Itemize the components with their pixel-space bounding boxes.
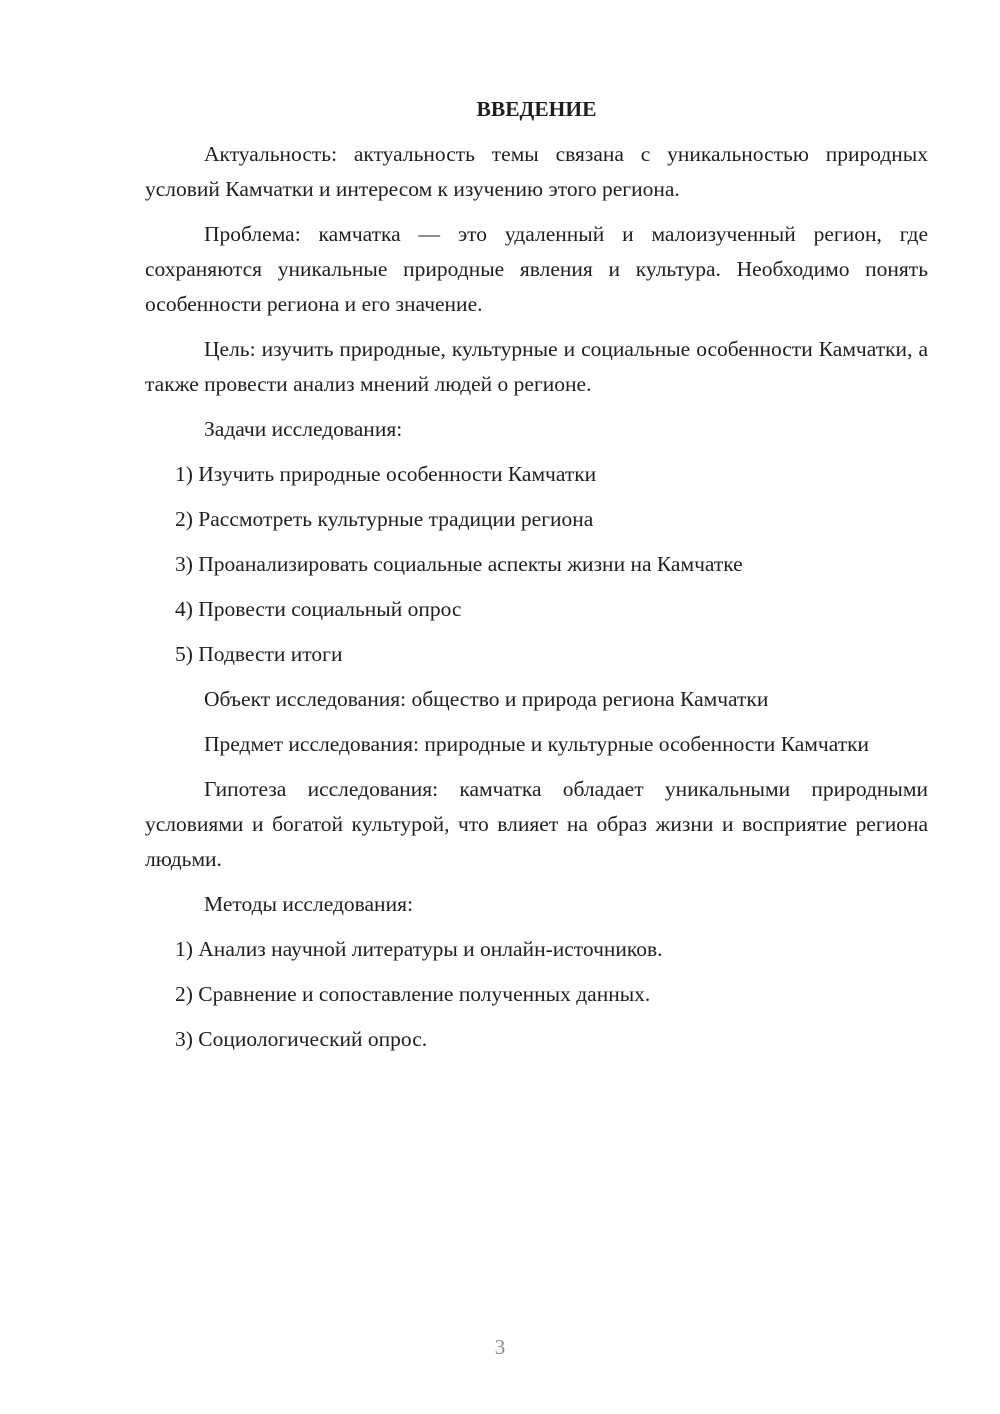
task-item: 2) Рассмотреть культурные традиции региона <box>175 507 594 531</box>
task-item: 5) Подвести итоги <box>175 642 343 666</box>
tasks-heading: Задачи исследования: <box>204 417 403 441</box>
task-item: 3) Проанализировать социальные аспекты жизни на Камчатке <box>175 552 743 576</box>
section-title: ВВЕДЕНИЕ <box>476 97 597 121</box>
method-item: 2) Сравнение и сопоставление полученных данных. <box>175 982 651 1006</box>
problem-paragraph: Проблема: камчатка — это удаленный и малоизученный регион, где сохраняются уникальные природные явления и культура. Необходимо понять особенности региона и его значение. <box>145 222 928 316</box>
document-page <box>145 92 928 1067</box>
methods-heading: Методы исследования: <box>204 892 413 916</box>
method-item: 3) Социологический опрос. <box>175 1027 428 1051</box>
object-paragraph: Объект исследования: общество и природа региона Камчатки <box>204 687 769 711</box>
task-item: 1) Изучить природные особенности Камчатки <box>175 462 597 486</box>
subject-paragraph: Предмет исследования: природные и культурные особенности Камчатки <box>204 732 870 756</box>
hypothesis-paragraph: Гипотеза исследования: камчатка обладает уникальными природными условиями и богатой культурой, что влияет на образ жизни и восприятие региона людьми. <box>145 777 928 871</box>
relevance-paragraph: Актуальность: актуальность темы связана с уникальностью природных условий Камчатки и интересом к изучению этого региона. <box>145 142 928 201</box>
goal-paragraph: Цель: изучить природные, культурные и социальные особенности Камчатки, а также провести анализ мнений людей о регионе. <box>145 337 928 396</box>
page-number: 3 <box>494 1335 506 1359</box>
method-item: 1) Анализ научной литературы и онлайн-источников. <box>175 937 663 961</box>
task-item: 4) Провести социальный опрос <box>175 597 462 621</box>
